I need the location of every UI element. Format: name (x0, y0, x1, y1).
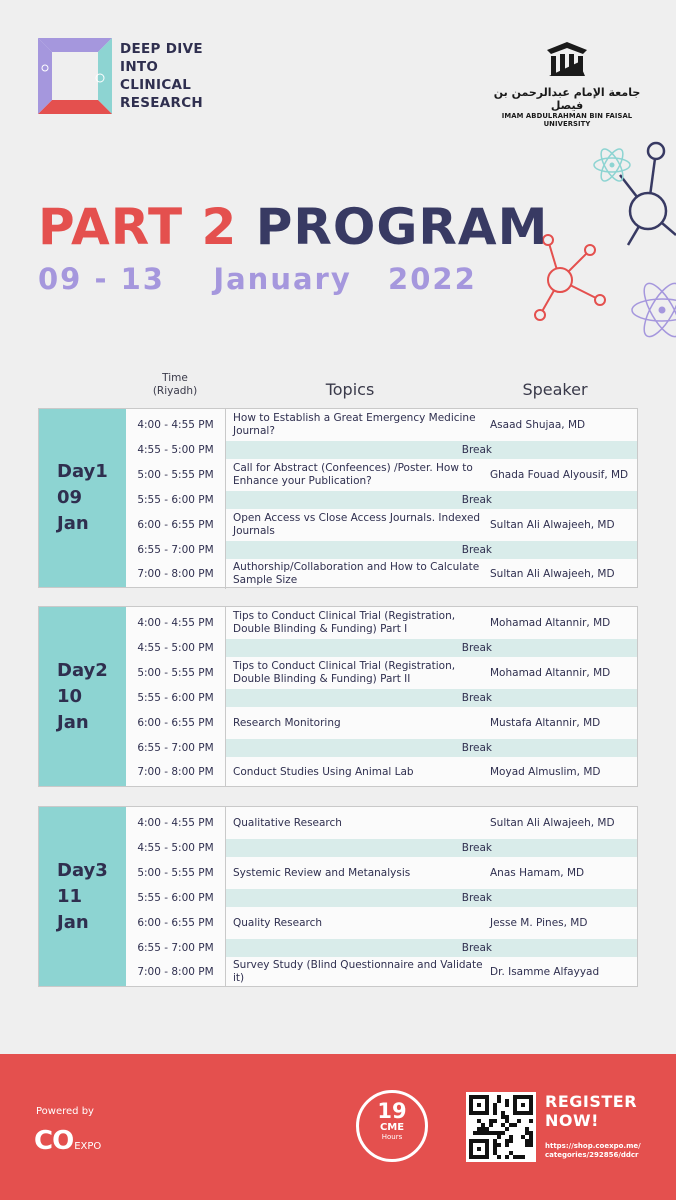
day-date: 09 (57, 487, 83, 508)
session-time: 6:55 - 7:00 PM (126, 739, 226, 757)
column-header-time: Time (Riyadh) (152, 372, 198, 397)
university-emblem-icon (539, 40, 595, 80)
session-time: 5:00 - 5:55 PM (126, 857, 226, 889)
break-label: Break (461, 741, 492, 754)
session-speaker: Mohamad Altannir, MD (490, 667, 611, 679)
event-dates: 09 - 13 January 2022 (38, 262, 477, 296)
day-name: Day1 (57, 461, 108, 482)
break-label: Break (461, 493, 492, 506)
title-part: PART 2 (38, 198, 238, 256)
session-time: 4:55 - 5:00 PM (126, 441, 226, 459)
session-topic: Qualitative Research (233, 816, 342, 829)
university-name-arabic: جامعة الإمام عبدالرحمن بن فيصل (493, 86, 641, 112)
day-table-1 (38, 408, 638, 588)
session-time: 7:00 - 8:00 PM (126, 957, 226, 987)
break-row (126, 541, 637, 559)
session-speaker: Mohamad Altannir, MD (490, 617, 611, 629)
day-month: Jan (57, 911, 89, 933)
session-row (126, 607, 637, 639)
session-row (126, 459, 637, 491)
session-row (126, 907, 637, 939)
session-topic: Survey Study (Blind Questionnaire and Validate it) (233, 959, 483, 984)
footer-banner (0, 1054, 676, 1200)
session-row (126, 409, 637, 441)
session-topic: Authorship/Collaboration and How to Calculate Sample Size (233, 561, 480, 586)
session-speaker: Asaad Shujaa, MD (490, 419, 586, 431)
day-label (39, 807, 126, 986)
break-row (126, 739, 637, 757)
session-topic: Research Monitoring (233, 716, 341, 729)
break-label: Break (461, 891, 492, 904)
session-topic: How to Establish a Great Emergency Medicine Journal? (233, 412, 476, 437)
session-time: 5:55 - 6:00 PM (126, 689, 226, 707)
day-date: 10 (57, 685, 83, 707)
day-label (39, 607, 126, 786)
register-now-button[interactable]: REGISTER NOW! (545, 1092, 638, 1130)
session-topic: Call for Abstract (Confeences) /Poster. How to Enhance your Publication? (233, 462, 473, 487)
session-row (126, 857, 637, 889)
break-row (126, 889, 637, 907)
session-topic: Tips to Conduct Clinical Trial (Registration, Double Blinding & Funding) Part II (233, 660, 456, 685)
break-label: Break (461, 691, 492, 704)
session-speaker: Jesse M. Pines, MD (490, 917, 588, 929)
session-time: 6:55 - 7:00 PM (126, 939, 226, 957)
break-label: Break (461, 641, 492, 654)
session-speaker: Anas Hamam, MD (490, 867, 585, 879)
session-time: 4:55 - 5:00 PM (126, 639, 226, 657)
column-header-topics: Topics (325, 380, 375, 399)
session-topic: Systemic Review and Metanalysis (233, 866, 411, 879)
session-speaker: Dr. Isamme Alfayyad (490, 966, 600, 978)
break-row (126, 491, 637, 509)
day-table-3 (38, 806, 638, 987)
session-time: 5:55 - 6:00 PM (126, 491, 226, 509)
session-speaker: Ghada Fouad Alyousif, MD (490, 469, 629, 481)
university-logo (492, 40, 642, 128)
session-row (126, 757, 637, 787)
session-time: 5:00 - 5:55 PM (126, 657, 226, 689)
session-topic: Quality Research (233, 916, 323, 929)
session-row (126, 559, 637, 589)
session-topic: Conduct Studies Using Animal Lab (233, 765, 414, 778)
break-row (126, 839, 637, 857)
day-rows (126, 409, 637, 587)
break-label: Break (461, 443, 492, 456)
break-label: Break (461, 543, 492, 556)
session-time: 5:55 - 6:00 PM (126, 889, 226, 907)
session-time: 4:00 - 4:55 PM (126, 409, 226, 441)
column-header-speaker: Speaker (522, 380, 588, 399)
session-row (126, 657, 637, 689)
day-table-2 (38, 606, 638, 787)
qr-code-icon[interactable] (466, 1092, 536, 1162)
session-row (126, 509, 637, 541)
day-rows (126, 807, 637, 986)
event-logo-text: DEEP DIVE INTO CLINICAL RESEARCH (120, 41, 204, 111)
break-row (126, 639, 637, 657)
day-date: 11 (57, 885, 83, 907)
session-time: 7:00 - 8:00 PM (126, 757, 226, 787)
session-row (126, 957, 637, 987)
coexpo-logo: COEXPO (34, 1126, 102, 1156)
register-url-link[interactable]: https://shop.coexpo.me/ categories/292856/ddcr (545, 1142, 641, 1159)
session-topic: Tips to Conduct Clinical Trial (Registration, Double Blinding & Funding) Part I (233, 610, 456, 635)
day-rows (126, 607, 637, 786)
session-time: 6:00 - 6:55 PM (126, 707, 226, 739)
session-time: 6:55 - 7:00 PM (126, 541, 226, 559)
session-time: 4:55 - 5:00 PM (126, 839, 226, 857)
session-time: 5:00 - 5:55 PM (126, 459, 226, 491)
cme-hours-badge: 19 CME Hours (356, 1090, 428, 1162)
session-time: 4:00 - 4:55 PM (126, 807, 226, 839)
session-time: 6:00 - 6:55 PM (126, 509, 226, 541)
session-time: 4:00 - 4:55 PM (126, 607, 226, 639)
break-row (126, 939, 637, 957)
day-name: Day2 (57, 659, 108, 681)
day-label (39, 409, 126, 587)
session-row (126, 707, 637, 739)
session-speaker: Mustafa Altannir, MD (490, 717, 601, 729)
session-speaker: Sultan Ali Alwajeeh, MD (490, 519, 615, 531)
session-row (126, 807, 637, 839)
day-month: Jan (57, 513, 89, 534)
break-row (126, 689, 637, 707)
session-speaker: Moyad Almuslim, MD (490, 766, 601, 778)
title-program: PROGRAM (255, 198, 549, 256)
session-topic: Open Access vs Close Access Journals. Indexed Journals (233, 512, 481, 537)
break-row (126, 441, 637, 459)
break-label: Break (461, 841, 492, 854)
day-month: Jan (57, 711, 89, 733)
break-label: Break (461, 941, 492, 954)
session-time: 6:00 - 6:55 PM (126, 907, 226, 939)
day-name: Day3 (57, 859, 108, 881)
powered-by-label: Powered by (36, 1106, 94, 1117)
event-logo (38, 38, 112, 114)
page-title (38, 198, 548, 256)
session-time: 7:00 - 8:00 PM (126, 559, 226, 589)
session-speaker: Sultan Ali Alwajeeh, MD (490, 568, 615, 580)
molecule-decoration-icon (530, 135, 676, 350)
session-speaker: Sultan Ali Alwajeeh, MD (490, 817, 615, 829)
university-name-english: IMAM ABDULRAHMAN BIN FAISAL UNIVERSITY (501, 112, 633, 128)
